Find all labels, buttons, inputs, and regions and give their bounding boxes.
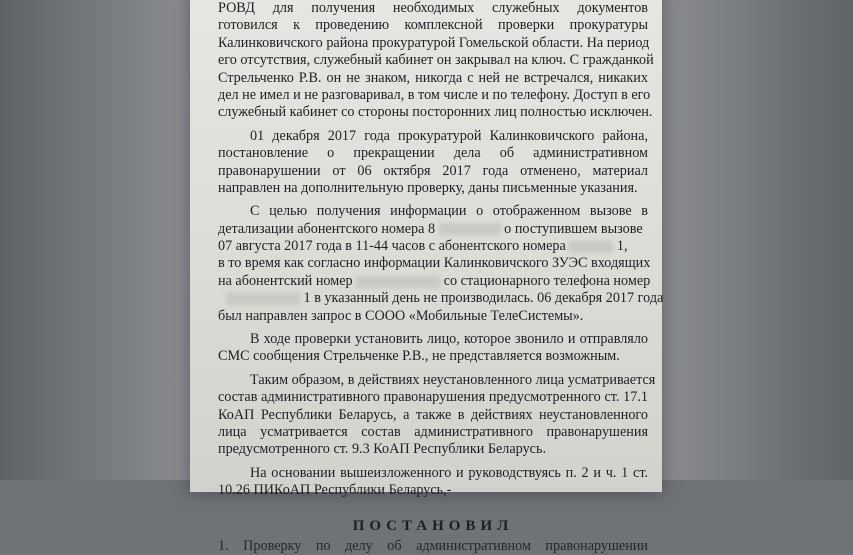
text-line: С целью получения информации о отображенном вызове в bbox=[250, 203, 648, 220]
text-line bbox=[218, 290, 664, 307]
text-line: Калинковичского района прокуратурой Гомельской области. На период bbox=[218, 34, 650, 51]
text-line: постановление о прекращении дела об административном bbox=[218, 145, 648, 162]
text-line: служебный кабинет со стороны посторонних лиц полностью исключен. bbox=[218, 104, 653, 121]
paragraph-4 bbox=[218, 331, 648, 366]
text-line: направлен на дополнительную проверку, даны письменные указания. bbox=[218, 179, 638, 196]
text-line: правонарушении от 06 октября 2017 года отменено, материал bbox=[218, 162, 648, 179]
text-line: лица усматривается состав административного правонарушения bbox=[218, 423, 648, 440]
text-line bbox=[218, 272, 651, 290]
text-fragment: в указанный день не производилась. 06 декабря 2017 года bbox=[314, 290, 664, 307]
text-line: СМС сообщения Стрельченке Р.В., не представляется возможным. bbox=[218, 348, 620, 365]
text-line: 01 декабря 2017 года прокуратурой Калинковичского района, bbox=[250, 127, 648, 144]
text-line: готовился к проведению комплексной проверки прокуратуры bbox=[218, 17, 648, 34]
text-fragment: на абонентский номер bbox=[218, 272, 353, 289]
text-line: 10.26 ПИКоАП Республики Беларусь,- bbox=[218, 482, 452, 499]
text-line: В ходе проверки установить лицо, которое звонило и отправляло bbox=[250, 331, 648, 348]
text-line: На основании вышеизложенного и руководствуясь п. 2 и ч. 1 ст. bbox=[250, 464, 648, 481]
text-line: КоАП Республики Беларусь, а также в действиях неустановленного bbox=[218, 406, 648, 423]
text-fragment: о поступившем вызове bbox=[504, 220, 643, 237]
text-fragment: 07 августа 2017 года в 11-44 часов с абонентского номера bbox=[218, 238, 566, 255]
redacted-number bbox=[439, 223, 501, 235]
paragraph-6 bbox=[218, 465, 648, 500]
text-line: состав административного правонарушения предусмотренного ст. 17.1 bbox=[218, 389, 648, 406]
paragraph-3 bbox=[218, 203, 664, 325]
text-line bbox=[218, 238, 648, 255]
text-line: Таким образом, в действиях неустановленного лица усматривается bbox=[250, 371, 656, 388]
redacted-number bbox=[226, 293, 300, 305]
text-line bbox=[218, 221, 648, 238]
paragraph-1 bbox=[218, 0, 654, 122]
text-line: его отсутствия, служебный кабинет он закрывал на ключ. С гражданкой bbox=[218, 52, 654, 69]
text-fragment: 1, bbox=[616, 238, 628, 255]
document-page bbox=[190, 0, 664, 554]
text-line: дел не имел и не разговаривал, в том числе и по телефону. Доступ в его bbox=[218, 86, 651, 103]
text-line: Стрельченко Р.В. он не знаком, никогда с ней не встречался, никаких bbox=[218, 69, 648, 86]
text-line: предусмотренного ст. 9.3 КоАП Республики Беларусь. bbox=[218, 441, 546, 458]
text-line: в то время как согласно информации Калинковичского ЗУЭС входящих bbox=[218, 255, 651, 272]
text-line: РОВД для получения необходимых служебных документов bbox=[218, 0, 648, 16]
text-fragment: со стационарного телефона номер bbox=[443, 272, 651, 289]
redacted-number bbox=[356, 276, 440, 288]
text-fragment: детализации абонентского номера 8 bbox=[218, 220, 436, 237]
paragraph-5 bbox=[218, 371, 656, 459]
list-item: 1. Проверку по делу об административном правонарушении bbox=[218, 537, 648, 554]
document-body bbox=[218, 0, 664, 555]
redacted-number bbox=[569, 241, 613, 253]
text-line: был направлен запрос в СООО «Мобильные ТелеСистемы». bbox=[218, 307, 584, 324]
text-fragment: 1 bbox=[303, 290, 311, 307]
section-heading: ПОСТАНОВИЛ bbox=[352, 517, 514, 534]
paragraph-2 bbox=[218, 128, 648, 198]
